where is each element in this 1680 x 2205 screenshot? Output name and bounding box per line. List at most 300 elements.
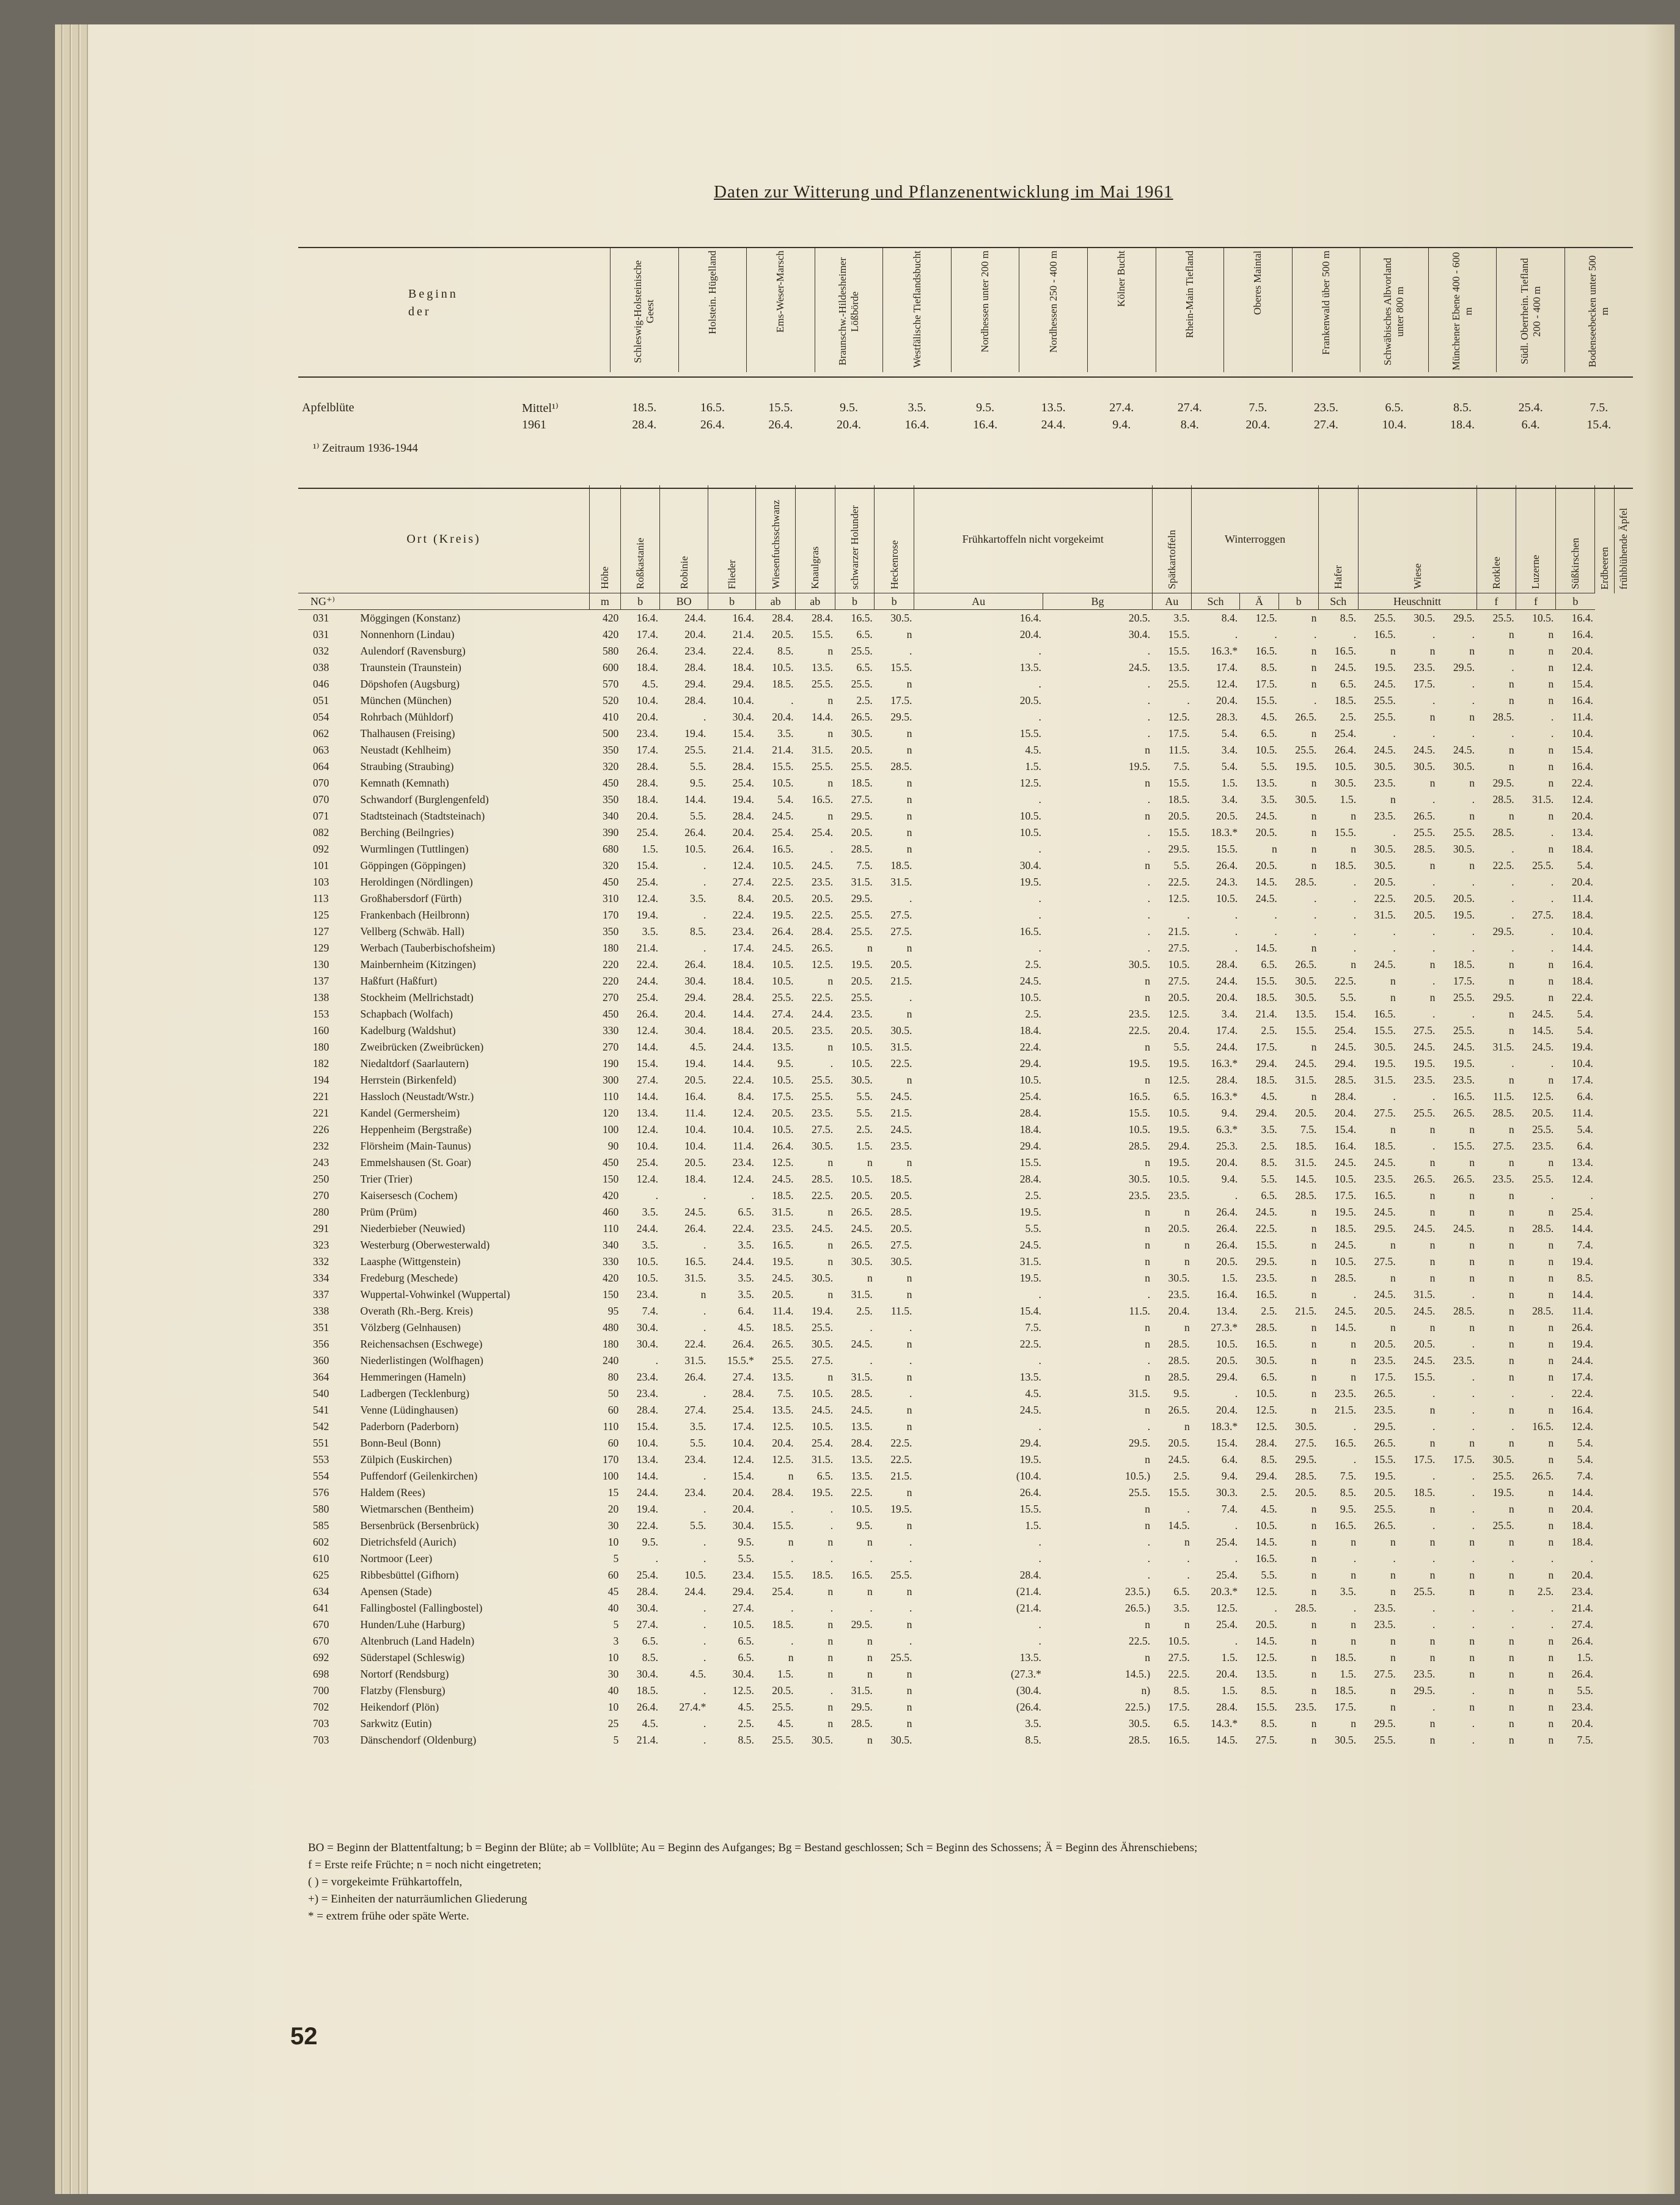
table-cell: 9.4. [1221, 1107, 1238, 1119]
table-cell: 24.5. [772, 942, 794, 954]
table-cell: 25.4. [811, 1437, 834, 1449]
table-cell: 28.5. [1168, 1338, 1190, 1350]
table-cell: 8.5. [1261, 1453, 1277, 1466]
table-row [298, 758, 1633, 775]
region-header [1497, 247, 1565, 372]
table-cell: 10.5. [772, 661, 794, 673]
table-cell: 24.5. [1255, 810, 1277, 822]
table-cell: 19.5. [1374, 1470, 1396, 1482]
table-cell: 340 [602, 1239, 619, 1251]
table-cell: 450 [602, 876, 619, 888]
table-row [298, 1171, 1633, 1187]
table-cell: 27.5. [1532, 909, 1554, 921]
table-cell: . [1472, 1288, 1475, 1301]
table-cell: 11.4. [684, 1107, 706, 1119]
unit-cell: b [708, 593, 755, 610]
table-cell: 420 [602, 628, 619, 640]
table-cell: 19.4. [811, 1305, 834, 1317]
station-name: Kadelburg (Waldshut) [360, 1024, 456, 1036]
table-cell: n [1548, 1437, 1554, 1449]
table-cell: 11.4. [733, 1140, 754, 1152]
table-cell: n [906, 942, 912, 954]
table-cell: n [1548, 843, 1554, 855]
table-cell: (26.4. [1016, 1701, 1041, 1713]
table-cell: 20.5. [1374, 876, 1396, 888]
station-name: Völzberg (Gelnhausen) [360, 1321, 461, 1334]
column-label: Erdbeeren [1599, 546, 1611, 590]
table-cell: 45 [607, 1585, 619, 1598]
ng-cell: 338 [313, 1305, 329, 1317]
station-name: Mainbernheim (Kitzingen) [360, 958, 476, 970]
table-cell: 20.5. [1374, 1486, 1396, 1499]
table-cell: 6.5. [1173, 1585, 1190, 1598]
table-cell: 20.4. [1168, 1305, 1190, 1317]
table-cell: 12.5. [1168, 1074, 1190, 1086]
table-cell: 60 [607, 1569, 619, 1581]
table-cell: 2.5. [856, 694, 873, 706]
table-cell: n [1469, 1239, 1475, 1251]
table-cell: . [1353, 892, 1357, 904]
table-cell: . [1274, 925, 1277, 937]
table-cell: 23.5. [811, 876, 834, 888]
table-cell: 20.5. [1453, 892, 1475, 904]
column-header [660, 485, 708, 593]
table-cell: 22.5. [890, 1437, 912, 1449]
table-cell: . [1147, 694, 1151, 706]
table-cell: 28.4. [1216, 1074, 1238, 1086]
table-cell: 29.4. [1019, 1140, 1041, 1152]
table-cell: 15.5. [1128, 1107, 1151, 1119]
table-cell: 6.5. [1261, 727, 1277, 739]
table-cell: 10.4. [636, 1437, 658, 1449]
header-cell [298, 485, 590, 593]
table-cell: 28.5. [1532, 1222, 1554, 1235]
table-cell: 5.4. [1221, 727, 1238, 739]
table-cell: n [906, 777, 912, 789]
table-cell: 3.5. [738, 1239, 754, 1251]
column-label: Spätkartoffeln [1165, 530, 1178, 589]
table-cell: 23.5. [1334, 1387, 1357, 1400]
table-cell: 20.4. [1571, 810, 1593, 822]
table-cell: 9.5. [777, 1057, 794, 1069]
table-cell: 27.4. [732, 876, 754, 888]
table-cell: 6.4. [738, 1305, 754, 1317]
table-cell: n [827, 645, 834, 657]
table-cell: 29.5. [1492, 925, 1514, 937]
table-cell: 24.5. [684, 1206, 706, 1218]
table-cell: 9.5. [690, 777, 706, 789]
table-cell: . [703, 1503, 706, 1515]
table-cell: . [703, 1684, 706, 1697]
table-cell: 29.4. [684, 678, 706, 690]
table-cell: 16.3.* [1211, 1090, 1238, 1102]
table-cell: 100 [602, 1123, 619, 1136]
table-cell: 18.4. [732, 1024, 754, 1036]
table-cell: 10.4. [636, 694, 658, 706]
table-cell: n [1548, 1156, 1554, 1169]
table-cell: 25.4. [772, 826, 794, 838]
table-cell: 7.5. [1577, 1734, 1593, 1746]
column-label: Frühkartoffeln nicht vorgekeimt [962, 532, 1104, 545]
table-cell: 20.5. [1019, 694, 1041, 706]
table-cell: n [1145, 1041, 1151, 1053]
table-cell: . [1511, 727, 1514, 739]
table-cell: 27.4. [1571, 1618, 1593, 1631]
table-cell: 25.5. [1374, 1503, 1396, 1515]
table-cell: n [1145, 1272, 1151, 1284]
table-row [298, 643, 1633, 659]
table-row [298, 1055, 1633, 1072]
table-cell: 13.5. [772, 1371, 794, 1383]
table-cell: 18.5. [1334, 1222, 1357, 1235]
table-cell: 13.5. [1255, 1668, 1277, 1680]
table-cell: 27.4. [732, 1602, 754, 1614]
table-cell: 29.5. [851, 1618, 873, 1631]
table-cell: 14.4. [684, 793, 706, 805]
table-cell: 15.4. [732, 727, 754, 739]
table-cell: 30.4. [732, 711, 754, 723]
table-cell: . [703, 1717, 706, 1730]
table-cell: 30.4. [732, 1668, 754, 1680]
table-cell: . [655, 1552, 658, 1565]
table-cell: 17.5. [890, 694, 912, 706]
table-cell: 24.4. [684, 612, 706, 624]
table-cell: 20.5. [772, 892, 794, 904]
table-cell: 31.5. [851, 876, 873, 888]
ng-cell: 703 [313, 1734, 329, 1746]
table-cell: n [1548, 1503, 1554, 1515]
table-cell: n [827, 1371, 834, 1383]
table-cell: 14.5. [1255, 1536, 1277, 1548]
table-cell: 460 [602, 1206, 619, 1218]
table-cell: 14.5. [1216, 1734, 1238, 1746]
table-cell: 25.4. [1518, 400, 1543, 414]
table-cell: 18.5. [1334, 859, 1357, 871]
table-cell: 25.5. [1374, 711, 1396, 723]
unit-cell: f [1516, 593, 1556, 610]
table-cell: n [1145, 1371, 1151, 1383]
table-cell: . [1432, 1387, 1436, 1400]
table-cell: . [703, 1734, 706, 1746]
table-cell: 20.4. [1245, 417, 1271, 431]
table-cell: 25.5. [1532, 859, 1554, 871]
table-cell: . [1472, 1008, 1475, 1020]
table-cell: 29.4. [1255, 1057, 1277, 1069]
table-cell: 20.5. [890, 1222, 912, 1235]
table-cell: n [1508, 1404, 1514, 1416]
table-cell: 3.4. [1221, 1008, 1238, 1020]
table-cell: 7.5. [1340, 1470, 1357, 1482]
table-cell: n [1508, 1288, 1514, 1301]
table-cell: 15.5. [1255, 694, 1277, 706]
table-cell: 25.5. [1492, 1519, 1514, 1532]
table-cell: 28.5. [1453, 1305, 1475, 1317]
table-cell: 31.5. [684, 1272, 706, 1284]
table-cell: 21.5. [890, 975, 912, 987]
table-cell: 10.4. [636, 1140, 658, 1152]
table-cell: 28.5. [1532, 1305, 1554, 1317]
table-cell: n [867, 1635, 873, 1647]
table-cell: 10.5. [772, 958, 794, 970]
table-cell: 390 [602, 826, 619, 838]
table-cell: 31.5. [811, 744, 834, 756]
table-cell: 28.4. [1216, 1701, 1238, 1713]
table-cell: . [1472, 1420, 1475, 1433]
table-cell: n [1311, 1635, 1317, 1647]
table-cell: . [1147, 1569, 1151, 1581]
table-cell: 26.4. [684, 1371, 706, 1383]
table-row [298, 808, 1633, 824]
table-cell: . [1147, 678, 1151, 690]
table-cell: n [1429, 1536, 1436, 1548]
table-cell: 16.4. [1571, 1404, 1593, 1416]
table-cell: . [1147, 876, 1151, 888]
table-cell: 25.5. [1453, 991, 1475, 1003]
station-name: Kemnath (Kemnath) [360, 777, 449, 789]
table-cell: 30.5. [811, 1338, 834, 1350]
table-cell: . [1432, 1420, 1436, 1433]
table-cell: 24.5. [890, 1123, 912, 1136]
table-cell: . [1472, 1684, 1475, 1697]
table-cell: 8.5. [1261, 1717, 1277, 1730]
table-cell: 13.5. [1255, 777, 1277, 789]
table-cell: n [1145, 1074, 1151, 1086]
table-cell: n [1508, 1569, 1514, 1581]
table-cell: 5.4. [1577, 1123, 1593, 1136]
table-cell: . [1472, 1387, 1475, 1400]
table-cell: 19.5. [1019, 1453, 1041, 1466]
table-cell: n [1311, 1585, 1317, 1598]
table-cell: . [1393, 1090, 1396, 1102]
table-cell: 12.4. [1571, 661, 1593, 673]
table-cell: n [827, 727, 834, 739]
table-cell: 19.4. [684, 727, 706, 739]
station-name: Zweibrücken (Zweibrücken) [360, 1041, 484, 1053]
table-cell: . [1038, 909, 1041, 921]
table-cell: 10.5. [772, 975, 794, 987]
station-name: Ladbergen (Tecklenburg) [360, 1387, 469, 1400]
table-cell: 10.4. [1571, 925, 1593, 937]
table-cell: . [1147, 909, 1151, 921]
table-cell: 24.5. [1374, 744, 1396, 756]
table-cell: 25.4. [636, 826, 658, 838]
table-cell: n [1469, 859, 1475, 871]
table-cell: 23.5. [1453, 1354, 1475, 1367]
table-cell: 15.5. [1168, 826, 1190, 838]
table-row [298, 989, 1633, 1006]
table-cell: 30.5. [890, 1255, 912, 1268]
unit-cell: Sch [1318, 593, 1358, 610]
column-label: schwarzer Holunder [848, 505, 860, 589]
table-cell: 12.5. [1255, 1585, 1277, 1598]
table-cell: 270 [602, 991, 619, 1003]
table-cell: 21.4. [1255, 1008, 1277, 1020]
table-cell: . [655, 1189, 658, 1202]
table-cell: . [1472, 1734, 1475, 1746]
table-cell: 23.4. [636, 1371, 658, 1383]
station-name: Sarkwitz (Eutin) [360, 1717, 432, 1730]
column-header [914, 485, 1152, 593]
table-cell: 7.5. [1300, 1123, 1317, 1136]
table-cell: 28.4. [772, 1486, 794, 1499]
table-cell: n [1548, 1255, 1554, 1268]
table-cell: n [1469, 1635, 1475, 1647]
ng-cell: 054 [313, 711, 329, 723]
ng-cell: 703 [313, 1717, 329, 1730]
table-cell: 23.5. [1492, 1173, 1514, 1185]
table-cell: 23.5. [1414, 1074, 1436, 1086]
table-cell: 9.5. [976, 400, 995, 414]
region-label: Nordhessen unter 200 m [979, 251, 991, 353]
table-cell: 7.5. [1590, 400, 1608, 414]
table-cell: n [1351, 1618, 1357, 1631]
table-cell: n [1184, 1206, 1190, 1218]
table-cell: 8.5. [738, 1734, 754, 1746]
table-cell: 17.4. [732, 942, 754, 954]
table-row [298, 1649, 1633, 1666]
table-cell: 14.4. [1571, 1486, 1593, 1499]
table-cell: 14.5. [1255, 876, 1277, 888]
table-cell: 24.5. [1128, 661, 1151, 673]
table-cell: . [1038, 1420, 1041, 1433]
table-cell: 450 [602, 1008, 619, 1020]
table-cell: n [1508, 975, 1514, 987]
table-cell: 24.4. [732, 1255, 754, 1268]
station-name: Zülpich (Euskirchen) [360, 1453, 452, 1466]
table-cell: n [1508, 1651, 1514, 1664]
table-cell: 4.5. [1261, 711, 1277, 723]
table-cell: 12.4. [732, 859, 754, 871]
table-cell: 15.5. [1168, 645, 1190, 657]
table-cell: 31.5. [851, 1371, 873, 1383]
table-cell: 22.5. [890, 1453, 912, 1466]
column-label: Roßkastanie [634, 537, 647, 589]
table-cell: n [1469, 1123, 1475, 1136]
table-cell: 20.5. [1374, 1305, 1396, 1317]
table-cell: 6.4. [1221, 1453, 1238, 1466]
table-cell: n [1508, 1684, 1514, 1697]
table-cell: 23.5. [851, 1008, 873, 1020]
table-cell: 12.5. [1255, 1420, 1277, 1433]
table-cell: n [1508, 810, 1514, 822]
table-cell: 10.5. [1216, 1338, 1238, 1350]
station-name: Apensen (Stade) [360, 1585, 432, 1598]
table-cell: 27.5. [1168, 1651, 1190, 1664]
table-cell: 6.5. [1261, 1371, 1277, 1383]
table-cell: 30.5. [811, 1272, 834, 1284]
table-cell: 8.4. [738, 1090, 754, 1102]
table-cell: n [1272, 843, 1277, 855]
table-cell: n [1508, 1734, 1514, 1746]
table-cell: 15.5. [772, 760, 794, 772]
table-cell: 22.4. [684, 1338, 706, 1350]
table-cell: 22.4. [1571, 991, 1593, 1003]
table-cell: . [830, 1503, 834, 1515]
table-cell: 30.4. [1128, 628, 1151, 640]
table-cell: 24.5. [851, 1404, 873, 1416]
table-cell: 8.5. [1025, 1734, 1041, 1746]
table-cell: 28.5. [811, 1173, 834, 1185]
table-cell: n [867, 1585, 873, 1598]
table-cell: 6.5. [856, 661, 873, 673]
table-cell: 15.4. [1571, 678, 1593, 690]
table-cell: n [1508, 1206, 1514, 1218]
table-cell: 23.5. [1313, 400, 1338, 414]
table-cell: 4.5. [1025, 1387, 1041, 1400]
table-cell: . [1472, 1470, 1475, 1482]
table-cell: . [1511, 1387, 1514, 1400]
table-cell: n [1469, 711, 1475, 723]
table-cell: 23.5. [1453, 1074, 1475, 1086]
table-cell: . [1393, 727, 1396, 739]
table-cell: 16.4. [684, 1090, 706, 1102]
table-cell: 20 [607, 1503, 619, 1515]
table-row [298, 973, 1633, 989]
table-cell: 6.5. [1173, 1090, 1190, 1102]
table-cell: 16.5. [1334, 1519, 1357, 1532]
table-cell: n [1548, 1338, 1554, 1350]
table-cell: 3.5. [690, 892, 706, 904]
table-cell: n [1548, 1354, 1554, 1367]
table-cell: 5.4. [1577, 1437, 1593, 1449]
table-cell: 16.4. [973, 417, 998, 431]
table-cell: . [1187, 1569, 1190, 1581]
table-cell: 14.3.* [1211, 1717, 1238, 1730]
table-cell: 4.5. [1261, 1503, 1277, 1515]
station-name: Haldem (Rees) [360, 1486, 425, 1499]
table-cell: 27.4. [1109, 400, 1134, 414]
table-cell: 27.4. [1177, 400, 1202, 414]
table-cell: 150 [602, 1173, 619, 1185]
table-row [298, 1138, 1633, 1154]
table-cell: 25.4. [636, 876, 658, 888]
table-cell: 23.5. [1414, 661, 1436, 673]
table-cell: 8.5. [1577, 1272, 1593, 1284]
table-cell: 31.5. [684, 1354, 706, 1367]
table-cell: 24.5. [1374, 958, 1396, 970]
table-cell: 20.5. [684, 1074, 706, 1086]
table-cell: 29.4. [1334, 1057, 1357, 1069]
table-row [298, 1369, 1633, 1385]
table-cell: n [1508, 1503, 1514, 1515]
station-name: Döpshofen (Augsburg) [360, 678, 460, 690]
region-label: Nordhessen 250 - 400 m [1047, 251, 1059, 353]
table-cell: 5.5. [690, 1519, 706, 1532]
table-cell: . [1432, 1008, 1436, 1020]
table-cell: 13.5. [772, 1041, 794, 1053]
unit-cell: Heuschnitt [1358, 593, 1476, 610]
table-cell: 10.5. [772, 777, 794, 789]
table-cell: 18.3.* [1211, 826, 1238, 838]
table-cell: n [1508, 1272, 1514, 1284]
table-cell: 30.5. [851, 1074, 873, 1086]
table-cell: n [1548, 1074, 1554, 1086]
table-cell: 10.5. [851, 1041, 873, 1053]
table-cell: 24.5. [772, 1272, 794, 1284]
table-cell: . [1511, 843, 1514, 855]
table-cell: 26.5. [811, 942, 834, 954]
table-cell: 15.5. [1216, 843, 1238, 855]
region-header [1564, 247, 1633, 372]
table-cell: 24.5. [890, 1090, 912, 1102]
table-cell: 20.5. [772, 1288, 794, 1301]
table-cell: 29.4. [1019, 1057, 1041, 1069]
ng-cell: 270 [313, 1189, 329, 1202]
table-cell: 11.5. [1168, 744, 1190, 756]
table-cell: . [791, 1552, 794, 1565]
table-cell: . [1038, 711, 1041, 723]
table-cell: 29.4. [732, 678, 754, 690]
